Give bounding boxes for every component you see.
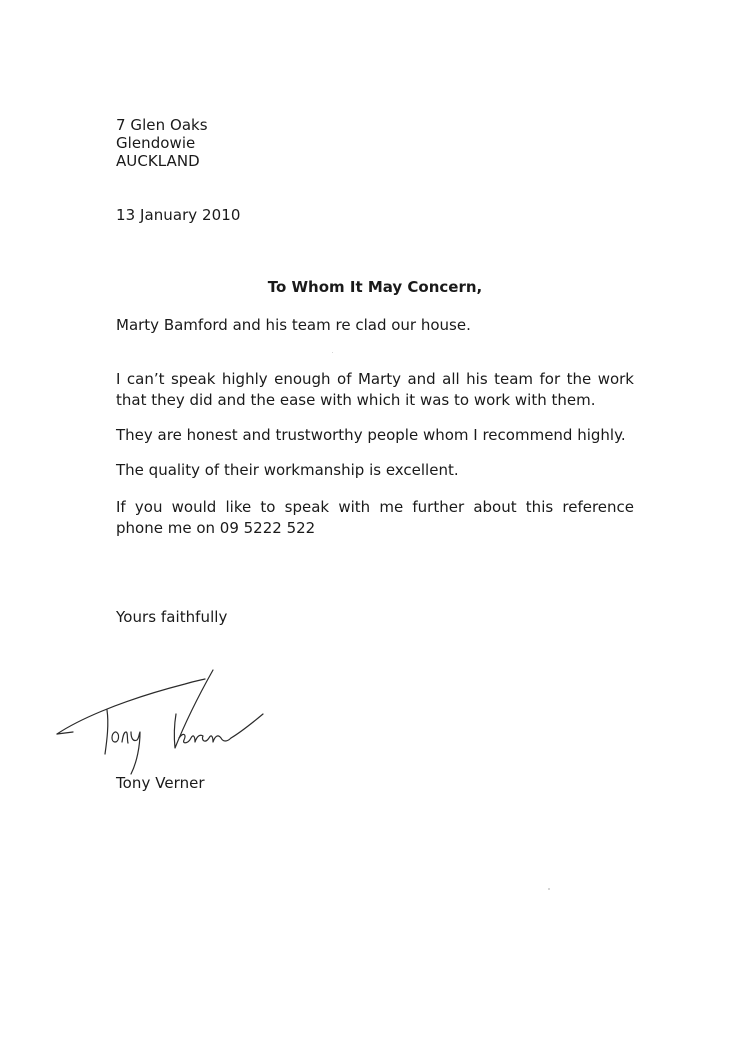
address-line-3: AUCKLAND [116, 152, 200, 170]
body-paragraph-1: Marty Bamford and his team re clad our house. [116, 316, 471, 334]
letter-date: 13 January 2010 [116, 206, 241, 224]
body-paragraph-3: They are honest and trustworthy people whom I recommend highly. [116, 426, 626, 444]
address-line-1: 7 Glen Oaks [116, 116, 208, 134]
body-paragraph-5: If you would like to speak with me further about this reference phone me on 09 5222 522 [116, 498, 634, 537]
scan-speck [548, 888, 550, 890]
signatory-name: Tony Verner [116, 774, 205, 792]
scan-speck [332, 352, 333, 353]
closing-line: Yours faithfully [116, 608, 228, 626]
body-paragraph-2: I can’t speak highly enough of Marty and all his team for the work that they did and the ease with which it was to work with them. [116, 370, 634, 409]
salutation-heading: To Whom It May Concern, [267, 278, 483, 296]
body-paragraph-4: The quality of their workmanship is excellent. [116, 461, 459, 479]
handwritten-signature [55, 662, 270, 784]
address-line-2: Glendowie [116, 134, 196, 152]
